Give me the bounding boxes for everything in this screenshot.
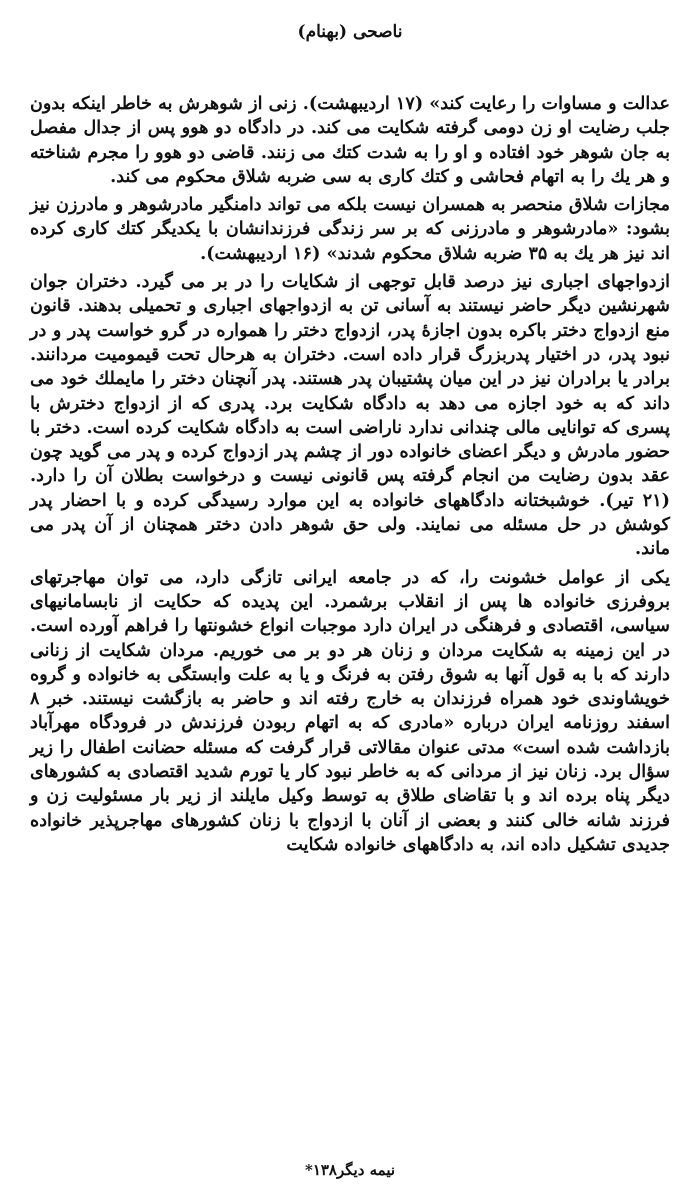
page-footer: نیمه دیگر۱۳۸* bbox=[304, 1161, 396, 1179]
paragraph: یکی از عوامل خشونت را، که در جامعه ایرانی تازگی دارد، می توان مهاجرتهای بروفرزی خانواده ها پس از انقلاب برشمرد. این پدیده که حکایت از نابسامانیهای سیاسی، اقتصادی و فرهنگی در ایران دارد موجبات انواع خشونتها را فراهم آورده است. در این زمینه به شکایت مردان و زنان هر دو بر می خوریم. مردان شکایت از زنانی دارند که با به قول آنها به شوق رفتن به فرنگ و یا به علت وابستگی به خانواده و گروه خویشاوندی خود همراه فرزندان به خارج رفته اند و حاضر به بازگشت نیستند. خبر ۸ اسفند روزنامه ایران درباره «مادری که به اتهام ربودن فرزندش در فرودگاه مهرآباد بازداشت شده است» مدتی عنوان مقالاتی قرار گرفت که مسئله حضانت اطفال را زیر سؤال برد. زنان نیز از مردانی که به خاطر نبود کار یا تورم شدید اقتصادی به کشورهای دیگر پناه برده اند و با تقاضای طلاق به توسط وکیل مایلند از زیر بار مسئولیت زن و فرزند شانه خالی کنند و بعضی از آنان با ازدواج با زنان کشورهای مهاجرپذیر خانواده جدیدی تشکیل داده اند، به دادگاههای خانواده شکایت bbox=[30, 566, 670, 855]
paragraph: مجازات شلاق منحصر به همسران نیست بلکه می تواند دامنگیر مادرشوهر و مادرزن نیز بشود: «مادرشوهر و مادرزنی که بر سر زندگی فرزندانشان با یکدیگر کتك کاری کرده اند نیز هر یك به ۳۵ ضربه شلاق محکوم شدند» (۱۶ اردیبهشت). bbox=[30, 194, 670, 264]
paragraph: عدالت و مساوات را رعایت کند» (۱۷ اردیبهشت). زنی از شوهرش به خاطر اینکه بدون جلب رضایت او زن دومی گرفته شکایت می کند. در دادگاه دو هوو پس از جدال مفصل به جان شوهر خود افتاده و او را به شدت کتك می زنند. قاضی دو هوو را مجرم شناخته و هر یك را به اتهام فحاشی و کتك کاری به سی ضربه شلاق محکوم می کند. bbox=[30, 93, 670, 187]
page-header: ناصحی (بهنام) bbox=[297, 22, 403, 42]
paragraph: ازدواجهای اجباری نیز درصد قابل توجهی از شکایات را در بر می گیرد. دختران جوان شهرنشین دیگر حاضر نیستند به آسانی تن به ازدواجهای اجباری و تحمیلی بدهند. قانون منع ازدواج دختر باکره بدون اجازهٔ پدر، ازدواج دختر را همواره در گرو خواست پدر و در نبود پدر، در اختیار پدربزرگ قرار داده است. دختران به هرحال تحت قیمومیت مردانند. برادر یا برادران نیز در این میان پشتیبان پدر هستند. پدر آنچنان دختر را مایملك خود می داند که به خود اجازه می دهد به دادگاه شکایت برد. پدری که از ازدواج دخترش با پسری که توانایی مالی چندانی ندارد ناراضی است به دادگاه شکایت کرده است. دختر با حضور مادرش و دیگر اعضای خانواده دور از چشم پدر ازدواج کرده و پدر می گوید چون عقد بدون رضایت من انجام گرفته پس قانونی نیست و درخواست بطلان آن را دارد. (۲۱ تیر). خوشبختانه دادگاههای خانواده به این موارد رسیدگی کرده و با احضار پدر کوشش در حل مسئله می نمایند. ولی حق شوهر دادن دختر همچنان از آن پدر می ماند. bbox=[30, 271, 670, 560]
body-text bbox=[30, 92, 670, 857]
